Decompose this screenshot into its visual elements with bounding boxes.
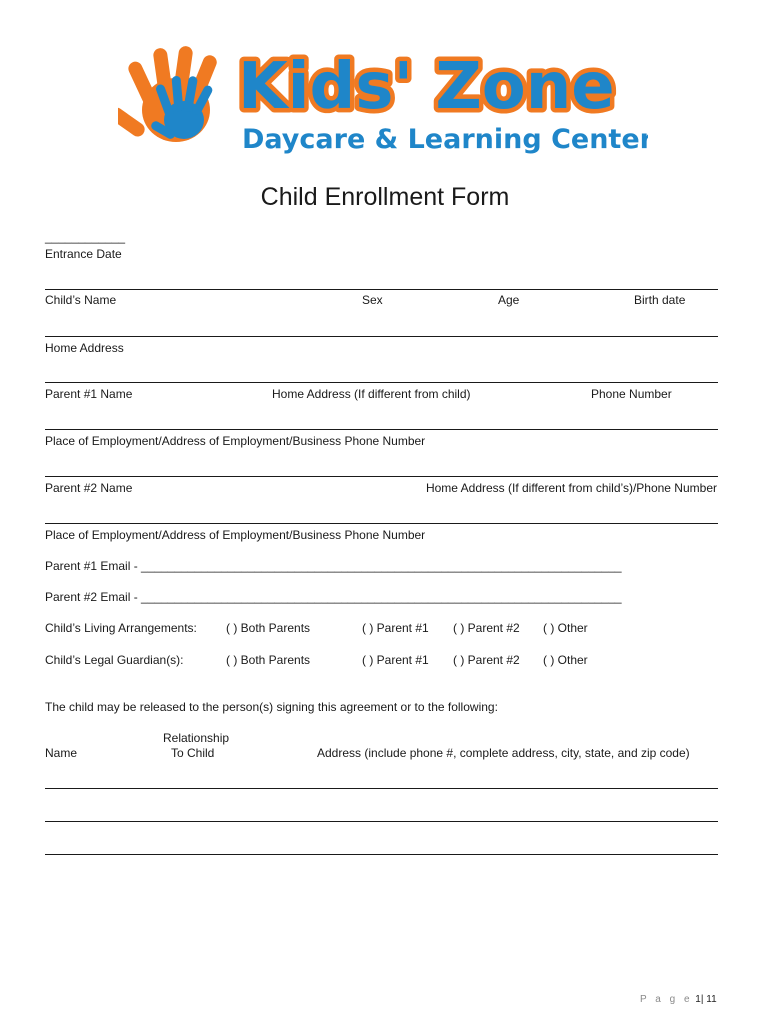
parent2-email-field[interactable]: Parent #2 Email - ________________________________________________________________________ (45, 590, 622, 604)
release-person-line[interactable] (45, 788, 718, 789)
entrance-date-blank[interactable]: ____________ (45, 230, 126, 244)
page-number (640, 994, 717, 1005)
living-arrangements-label: Child’s Living Arrangements: (45, 621, 197, 635)
living-other-option[interactable]: ( ) Other (543, 621, 588, 635)
child-name-label: Child’s Name (45, 293, 117, 307)
parent2-address-phone-label: Home Address (If different from child’s)/Phone Number (425, 481, 717, 495)
living-parent2-option[interactable]: ( ) Parent #2 (453, 621, 520, 635)
parent1-phone-label: Phone Number (591, 387, 672, 401)
release-statement: The child may be released to the person(s) signing this agreement or to the following: (45, 700, 498, 714)
parent1-employment-line[interactable] (45, 429, 718, 430)
home-address-label: Home Address (45, 341, 124, 355)
age-label: Age (498, 293, 520, 307)
page-current: 1 (695, 994, 701, 1005)
release-person-line[interactable] (45, 854, 718, 855)
guardian-other-option[interactable]: ( ) Other (543, 653, 588, 667)
birth-date-label: Birth date (634, 293, 686, 307)
release-relationship-header-line1: Relationship (163, 731, 230, 745)
parent1-email-field[interactable]: Parent #1 Email - ________________________________________________________________________ (45, 559, 622, 573)
guardian-parent1-option[interactable]: ( ) Parent #1 (362, 653, 429, 667)
living-both-parents-option[interactable]: ( ) Both Parents (226, 621, 311, 635)
legal-guardian-label: Child’s Legal Guardian(s): (45, 653, 184, 667)
guardian-both-parents-option[interactable]: ( ) Both Parents (226, 653, 311, 667)
hands-logo-icon (118, 40, 648, 162)
page-word: P a g e (640, 994, 693, 1005)
entrance-date-label: Entrance Date (45, 247, 122, 261)
child-info-line[interactable] (45, 289, 718, 290)
parent2-name-label: Parent #2 Name (45, 481, 133, 495)
parent2-employment-line[interactable] (45, 523, 718, 524)
logo-brand-text: Kids' Zone (238, 50, 615, 124)
parent1-address-label: Home Address (If different from child) (272, 387, 471, 401)
parent1-name-label: Parent #1 Name (45, 387, 133, 401)
release-name-header: Name (45, 746, 78, 760)
logo-tagline-text: Daycare & Learning Center (242, 124, 648, 155)
sex-label: Sex (362, 293, 383, 307)
release-person-line[interactable] (45, 821, 718, 822)
parent2-employment-label: Place of Employment/Address of Employment/Business Phone Number (45, 528, 426, 542)
parent1-employment-label: Place of Employment/Address of Employment/Business Phone Number (45, 434, 426, 448)
guardian-parent2-option[interactable]: ( ) Parent #2 (453, 653, 520, 667)
logo (118, 40, 648, 162)
home-address-line[interactable] (45, 336, 718, 337)
release-address-header: Address (include phone #, complete address, city, state, and zip code) (317, 746, 690, 760)
parent1-info-line[interactable] (45, 382, 718, 383)
page-total: 11 (706, 994, 717, 1005)
parent2-info-line[interactable] (45, 476, 718, 477)
release-relationship-header-line2: To Child (171, 746, 215, 760)
form-title: Child Enrollment Form (260, 183, 510, 211)
living-parent1-option[interactable]: ( ) Parent #1 (362, 621, 429, 635)
page-separator: | (700, 994, 704, 1005)
